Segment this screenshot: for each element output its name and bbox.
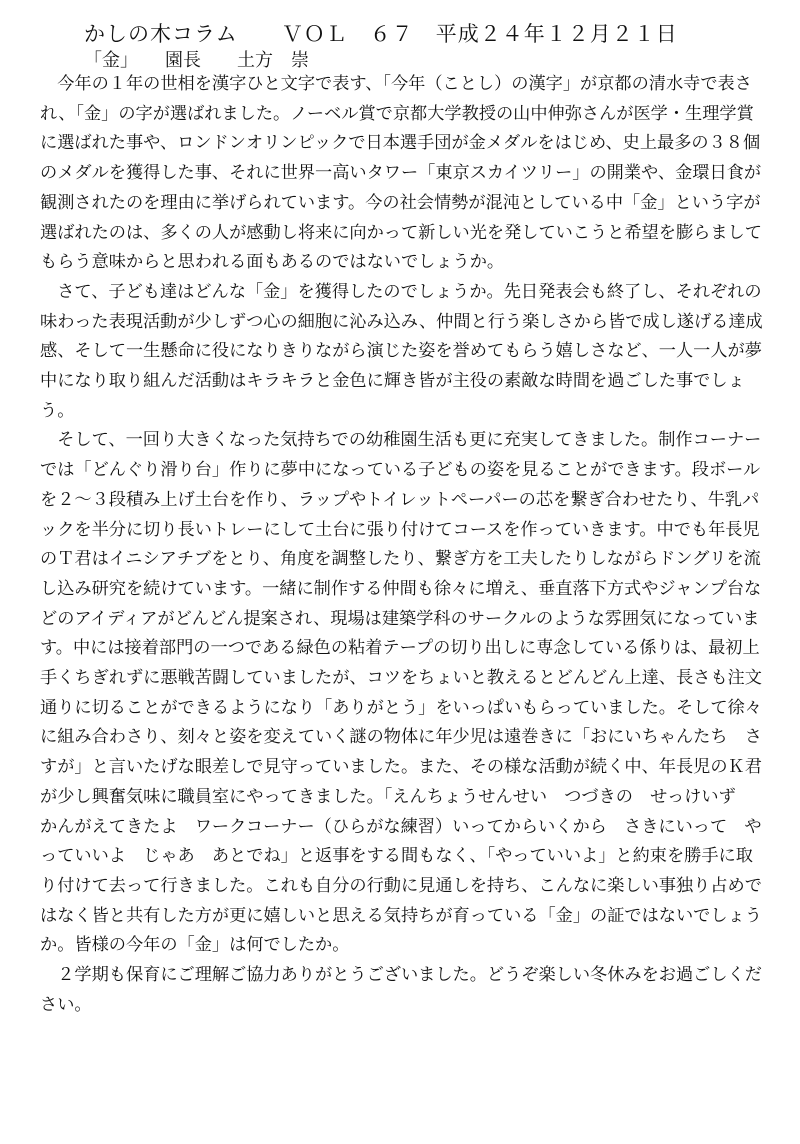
- column-header: かしの木コラム ＶＯＬ ６７ 平成２４年１２月２１日: [84, 22, 678, 46]
- column-body: [40, 70, 770, 1021]
- paragraph-3: そして、一回り大きくなった気持ちでの幼稚園生活も更に充実してきました。制作コーナーでは「どんぐり滑り台」作りに夢中になっている子どもの姿を見ることができます。段ボールを２～３段積み上げ土台を作り、ラップやトイレットペーパーの芯を繋ぎ合わせたり、牛乳パックを半分に切り長いトレーにして土台に張り付けてコースを作っていきます。中でも年長児のＴ君はイニシアチブをとり、角度を調整したり、繋ぎ方を工夫したりしながらドングリを流し込み研究を続けています。一緒に制作する仲間も徐々に増え、垂直落下方式やジャンプ台などのアイディアがどんどん提案され、現場は建築学科のサークルのような雰囲気になっています。中には接着部門の一つである緑色の粘着テープの切り出しに専念している係りは、最初上手くちぎれずに悪戦苦闘していましたが、コツをちょいと教えるとどんどん上達、長さも注文通りに切ることができるようになり「ありがとう」をいっぱいもらっていました。そして徐々に組み合わさり、刻々と姿を変えていく謎の物体に年少児は遠巻きに「おにいちゃんたち さすが」と言いたげな眼差しで見守っていました。また、その様な活動が続く中、年長児のＫ君が少し興奮気味に職員室にやってきました。「えんちょうせんせい つづきの せっけいず かんがえてきたよ ワークコーナー（ひらがな練習）いってからいくから さきにいって やっていいよ じゃあ あとでね」と返事をする間もなく、「やっていいよ」と約束を勝手に取り付けて去って行きました。これも自分の行動に見通しを持ち、こんなに楽しい事独り占めではなく皆と共有した方が更に嬉しいと思える気持ちが育っている「金」の証ではないでしょうか。皆様の今年の「金」は何でしたか。: [40, 430, 762, 956]
- paragraph-1: 今年の１年の世相を漢字ひと文字で表す、「今年（ことし）の漢字」が京都の清水寺で表され、「金」の字が選ばれました。ノーベル賞で京都大学教授の山中伸弥さんが医学・生理学賞に選ばれた事や、ロンドンオリンピックで日本選手団が金メダルをはじめ、史上最多の３８個のメダルを獲得した事、それに世界一高いタワー「東京スカイツリー」の開業や、金環日食が観測されたのを理由に挙げられています。今の社会情勢が混沌としている中「金」という字が選ばれたのは、多くの人が感動し将来に向かって新しい光を発していこうと希望を膨らましてもらう意味からと思われる面もあるのではないでしょうか。: [40, 74, 762, 273]
- column-subheader: 「金」 園長 土方 崇: [84, 50, 309, 71]
- paragraph-4: ２学期も保育にご理解ご協力ありがとうございました。どうぞ楽しい冬休みをお過ごしください。: [40, 965, 762, 1015]
- paragraph-2: さて、子ども達はどんな「金」を獲得したのでしょうか。先日発表会も終了し、それぞれの味わった表現活動が少しずつ心の細胞に沁み込み、仲間と行う楽しさから皆で成し遂げる達成感、そして一生懸命に役になりきりながら演じた姿を誉めてもらう嬉しさなど、一人一人が夢中になり取り組んだ活動はキラキラと金色に輝き皆が主役の素敵な時間を過ごした事でしょう。: [40, 281, 763, 421]
